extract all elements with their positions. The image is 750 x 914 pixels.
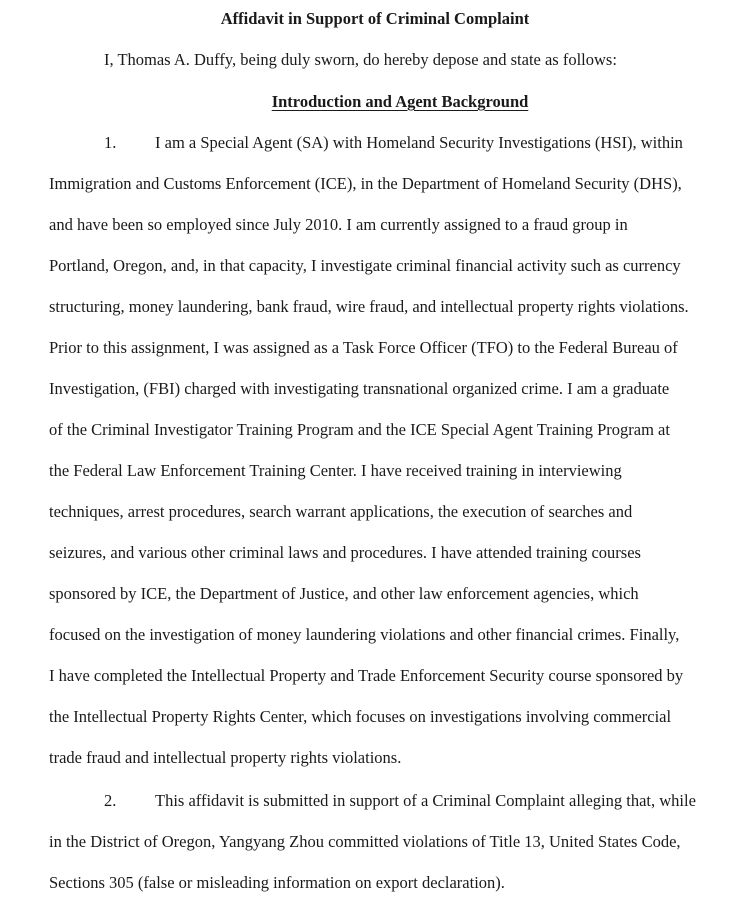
paragraph-line: and have been so employed since July 2010. I am currently assigned to a fraud group in: [49, 215, 628, 234]
section-heading-text: Introduction and Agent Background: [271, 92, 529, 111]
paragraph-line: in the District of Oregon, Yangyang Zhou committed violations of Title 13, United States Code,: [49, 832, 681, 851]
paragraph-line: 1. I am a Special Agent (SA) with Homeland Security Investigations (HSI), within: [104, 133, 683, 152]
paragraph-line: the Federal Law Enforcement Training Center. I have received training in interviewing: [49, 461, 622, 480]
paragraph-line: of the Criminal Investigator Training Program and the ICE Special Agent Training Program at: [49, 420, 670, 439]
paragraph-line: Prior to this assignment, I was assigned as a Task Force Officer (TFO) to the Federal Bureau of: [49, 338, 678, 357]
paragraph-2: [49, 791, 749, 914]
section-heading: [0, 92, 750, 112]
paragraph-number: 2.: [104, 791, 117, 810]
paragraph-line: structuring, money laundering, bank fraud, wire fraud, and intellectual property rights violations.: [49, 297, 689, 316]
paragraph-line: the Intellectual Property Rights Center, which focuses on investigations involving commercial: [49, 707, 672, 726]
intro-statement: I, Thomas A. Duffy, being duly sworn, do hereby depose and state as follows:: [104, 50, 617, 69]
paragraph-line: techniques, arrest procedures, search warrant applications, the execution of searches and: [49, 502, 633, 521]
paragraph-line: Sections 305 (false or misleading information on export declaration).: [49, 873, 505, 892]
paragraph-line: I have completed the Intellectual Property and Trade Enforcement Security course sponsored by: [49, 666, 684, 685]
paragraph-line: sponsored by ICE, the Department of Justice, and other law enforcement agencies, which: [49, 584, 639, 603]
document-title: Affidavit in Support of Criminal Complaint: [220, 9, 530, 28]
paragraph-line: Portland, Oregon, and, in that capacity, I investigate criminal financial activity such as currency: [49, 256, 681, 275]
paragraph-line: Investigation, (FBI) charged with investigating transnational organized crime. I am a graduate: [49, 379, 670, 398]
paragraph-number: 1.: [104, 133, 117, 152]
paragraph-1: [49, 133, 749, 789]
paragraph-line: 2. This affidavit is submitted in support of a Criminal Complaint alleging that, while: [104, 791, 696, 810]
paragraph-line: Immigration and Customs Enforcement (ICE), in the Department of Homeland Security (DHS),: [49, 174, 682, 193]
paragraph-line: focused on the investigation of money laundering violations and other financial crimes. Finally,: [49, 625, 680, 644]
paragraph-line: seizures, and various other criminal laws and procedures. I have attended training courses: [49, 543, 641, 562]
paragraph-line: trade fraud and intellectual property rights violations.: [49, 748, 402, 767]
